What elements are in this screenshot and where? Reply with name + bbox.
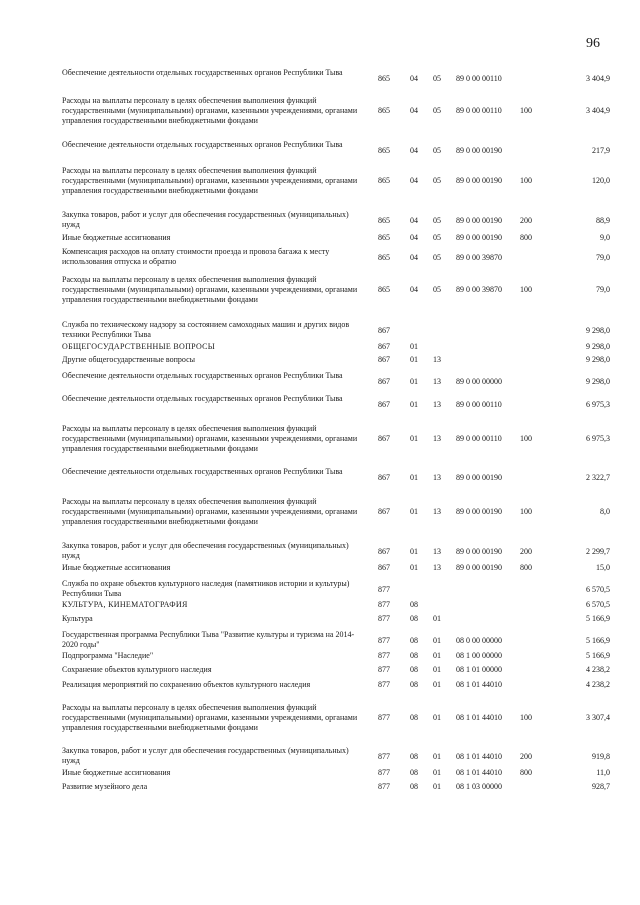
row-subsection-code: 05	[433, 106, 441, 115]
row-sum: 9 298,0	[586, 326, 610, 335]
row-subsection-code: 01	[433, 782, 441, 791]
row-subsection-code: 05	[433, 285, 441, 294]
row-section-code: 04	[410, 106, 418, 115]
row-sum: 5 166,9	[586, 614, 610, 623]
row-target-article: 89 0 00 00190	[456, 176, 502, 185]
row-subsection-code: 05	[433, 74, 441, 83]
row-expense-type: 200	[520, 216, 532, 225]
row-subsection-code: 01	[433, 614, 441, 623]
row-target-article: 89 0 00 00190	[456, 507, 502, 516]
row-name: Расходы на выплаты персоналу в целях обеспечения выполнения функций государственными (муниципальными) органами, казенными учреждениями, органами управления государственными внебюджетными фондами	[62, 703, 358, 732]
row-section-code: 01	[410, 547, 418, 556]
row-name: Расходы на выплаты персоналу в целях обеспечения выполнения функций государственными (муниципальными) органами, казенными учреждениями, органами управления государственными внебюджетными фондами	[62, 497, 358, 526]
row-target-article: 89 0 00 00110	[456, 400, 502, 409]
row-sum: 9 298,0	[586, 377, 610, 386]
row-admin-code: 867	[378, 507, 390, 516]
row-section-code: 08	[410, 651, 418, 660]
row-name: ОБЩЕГОСУДАРСТВЕННЫЕ ВОПРОСЫ	[62, 342, 216, 351]
row-subsection-code: 01	[433, 665, 441, 674]
row-target-article: 89 0 00 00110	[456, 106, 502, 115]
row-target-article: 08 1 01 00000	[456, 665, 502, 674]
page-number: 96	[586, 36, 600, 51]
row-sum: 9 298,0	[586, 355, 610, 364]
row-target-article: 89 0 00 00190	[456, 547, 502, 556]
row-section-code: 04	[410, 146, 418, 155]
row-name: Обеспечение деятельности отдельных государственных органов Республики Тыва	[62, 140, 343, 149]
row-sum: 5 166,9	[586, 636, 610, 645]
row-section-code: 04	[410, 176, 418, 185]
row-name: Закупка товаров, работ и услуг для обеспечения государственных (муниципальных) нужд	[62, 541, 349, 560]
row-admin-code: 877	[378, 665, 390, 674]
row-name: Обеспечение деятельности отдельных государственных органов Республики Тыва	[62, 394, 343, 403]
row-sum: 919,8	[592, 752, 610, 761]
row-section-code: 01	[410, 434, 418, 443]
row-expense-type: 800	[520, 563, 532, 572]
row-expense-type: 100	[520, 176, 532, 185]
row-name: Сохранение объектов культурного наследия	[62, 665, 212, 674]
row-admin-code: 865	[378, 106, 390, 115]
row-name: Подпрограмма "Наследие"	[62, 651, 154, 660]
row-name: Другие общегосударственные вопросы	[62, 355, 196, 364]
row-target-article: 89 0 00 00190	[456, 216, 502, 225]
row-section-code: 04	[410, 216, 418, 225]
row-name: Расходы на выплаты персоналу в целях обеспечения выполнения функций государственными (муниципальными) органами, казенными учреждениями, органами управления государственными внебюджетными фондами	[62, 96, 358, 125]
row-admin-code: 877	[378, 651, 390, 660]
row-admin-code: 877	[378, 585, 390, 594]
row-sum: 9 298,0	[586, 342, 610, 351]
row-target-article: 89 0 00 00190	[456, 563, 502, 572]
row-sum: 3 404,9	[586, 106, 610, 115]
row-sum: 6 570,5	[586, 585, 610, 594]
row-admin-code: 877	[378, 713, 390, 722]
row-admin-code: 867	[378, 342, 390, 351]
row-subsection-code: 05	[433, 176, 441, 185]
row-subsection-code: 01	[433, 752, 441, 761]
row-target-article: 08 1 00 00000	[456, 651, 502, 660]
row-section-code: 01	[410, 563, 418, 572]
row-sum: 2 322,7	[586, 473, 610, 482]
row-expense-type: 200	[520, 752, 532, 761]
row-admin-code: 877	[378, 600, 390, 609]
row-target-article: 89 0 00 00000	[456, 377, 502, 386]
row-name: Расходы на выплаты персоналу в целях обеспечения выполнения функций государственными (муниципальными) органами, казенными учреждениями, органами управления государственными внебюджетными фондами	[62, 424, 358, 453]
row-admin-code: 867	[378, 377, 390, 386]
row-section-code: 01	[410, 377, 418, 386]
row-admin-code: 877	[378, 636, 390, 645]
row-subsection-code: 13	[433, 473, 441, 482]
row-target-article: 89 0 00 00190	[456, 233, 502, 242]
row-section-code: 04	[410, 285, 418, 294]
row-expense-type: 800	[520, 233, 532, 242]
row-subsection-code: 05	[433, 146, 441, 155]
row-admin-code: 865	[378, 253, 390, 262]
row-name: Культура	[62, 614, 93, 623]
row-sum: 6 975,3	[586, 434, 610, 443]
row-target-article: 89 0 00 00190	[456, 473, 502, 482]
row-expense-type: 200	[520, 547, 532, 556]
row-subsection-code: 05	[433, 253, 441, 262]
row-admin-code: 865	[378, 176, 390, 185]
row-subsection-code: 01	[433, 651, 441, 660]
row-sum: 6 975,3	[586, 400, 610, 409]
row-admin-code: 865	[378, 216, 390, 225]
row-expense-type: 800	[520, 768, 532, 777]
row-subsection-code: 01	[433, 713, 441, 722]
row-sum: 217,9	[592, 146, 610, 155]
row-section-code: 08	[410, 768, 418, 777]
row-section-code: 01	[410, 507, 418, 516]
row-expense-type: 100	[520, 507, 532, 516]
row-subsection-code: 01	[433, 768, 441, 777]
row-name: Реализация мероприятий по сохранению объектов культурного наследия	[62, 680, 311, 689]
row-subsection-code: 13	[433, 563, 441, 572]
row-section-code: 04	[410, 74, 418, 83]
row-sum: 5 166,9	[586, 651, 610, 660]
row-section-code: 04	[410, 253, 418, 262]
row-name: Закупка товаров, работ и услуг для обеспечения государственных (муниципальных) нужд	[62, 746, 349, 765]
row-target-article: 89 0 00 00110	[456, 74, 502, 83]
row-section-code: 01	[410, 342, 418, 351]
row-admin-code: 867	[378, 355, 390, 364]
row-section-code: 01	[410, 400, 418, 409]
row-name: Обеспечение деятельности отдельных государственных органов Республики Тыва	[62, 68, 343, 77]
row-admin-code: 877	[378, 680, 390, 689]
row-section-code: 08	[410, 752, 418, 761]
row-section-code: 01	[410, 355, 418, 364]
row-target-article: 08 1 01 44010	[456, 768, 502, 777]
row-section-code: 01	[410, 473, 418, 482]
row-admin-code: 877	[378, 768, 390, 777]
row-expense-type: 100	[520, 713, 532, 722]
row-sum: 2 299,7	[586, 547, 610, 556]
row-name: Компенсация расходов на оплату стоимости проезда и провоза багажа к месту использования отпуска и обратно	[62, 247, 330, 266]
row-sum: 88,9	[596, 216, 610, 225]
row-name: Служба по техническому надзору за состоянием самоходных машин и других видов техники Республики Тыва	[62, 320, 350, 339]
row-target-article: 89 0 00 39870	[456, 285, 502, 294]
row-target-article: 89 0 00 00110	[456, 434, 502, 443]
row-name: Обеспечение деятельности отдельных государственных органов Республики Тыва	[62, 467, 343, 476]
row-subsection-code: 13	[433, 377, 441, 386]
row-sum: 3 404,9	[586, 74, 610, 83]
row-sum: 11,0	[596, 768, 610, 777]
row-name: Государственная программа Республики Тыва "Развитие культуры и туризма на 2014-2020 годы"	[62, 630, 355, 649]
row-sum: 4 238,2	[586, 665, 610, 674]
row-target-article: 89 0 00 00190	[456, 146, 502, 155]
row-subsection-code: 13	[433, 400, 441, 409]
row-admin-code: 877	[378, 614, 390, 623]
row-target-article: 08 1 01 44010	[456, 713, 502, 722]
row-admin-code: 867	[378, 473, 390, 482]
row-admin-code: 867	[378, 563, 390, 572]
row-subsection-code: 13	[433, 507, 441, 516]
row-expense-type: 100	[520, 106, 532, 115]
row-name: Иные бюджетные ассигнования	[62, 768, 171, 777]
row-admin-code: 867	[378, 326, 390, 335]
row-admin-code: 865	[378, 233, 390, 242]
row-name: Расходы на выплаты персоналу в целях обеспечения выполнения функций государственными (муниципальными) органами, казенными учреждениями, органами управления государственными внебюджетными фондами	[62, 275, 358, 304]
row-sum: 120,0	[592, 176, 610, 185]
row-admin-code: 877	[378, 782, 390, 791]
row-name: Служба по охране объектов культурного наследия (памятников истории и культуры) Республики Тыва	[62, 579, 350, 598]
row-subsection-code: 13	[433, 547, 441, 556]
row-subsection-code: 05	[433, 216, 441, 225]
row-name: Иные бюджетные ассигнования	[62, 563, 171, 572]
row-target-article: 89 0 00 39870	[456, 253, 502, 262]
row-admin-code: 865	[378, 285, 390, 294]
row-sum: 4 238,2	[586, 680, 610, 689]
row-name: Иные бюджетные ассигнования	[62, 233, 171, 242]
row-admin-code: 865	[378, 146, 390, 155]
row-name: КУЛЬТУРА, КИНЕМАТОГРАФИЯ	[62, 600, 188, 609]
row-section-code: 08	[410, 600, 418, 609]
row-sum: 79,0	[596, 285, 610, 294]
row-target-article: 08 1 01 44010	[456, 680, 502, 689]
row-section-code: 08	[410, 680, 418, 689]
row-section-code: 08	[410, 614, 418, 623]
row-sum: 9,0	[600, 233, 610, 242]
row-admin-code: 865	[378, 74, 390, 83]
row-sum: 79,0	[596, 253, 610, 262]
row-expense-type: 100	[520, 434, 532, 443]
row-subsection-code: 05	[433, 233, 441, 242]
row-target-article: 08 1 03 00000	[456, 782, 502, 791]
row-admin-code: 877	[378, 752, 390, 761]
row-admin-code: 867	[378, 547, 390, 556]
row-sum: 8,0	[600, 507, 610, 516]
row-name: Развитие музейного дела	[62, 782, 148, 791]
row-section-code: 08	[410, 636, 418, 645]
row-expense-type: 100	[520, 285, 532, 294]
row-name: Расходы на выплаты персоналу в целях обеспечения выполнения функций государственными (муниципальными) органами, казенными учреждениями, органами управления государственными внебюджетными фондами	[62, 166, 358, 195]
row-section-code: 08	[410, 782, 418, 791]
row-subsection-code: 01	[433, 680, 441, 689]
row-subsection-code: 01	[433, 636, 441, 645]
row-target-article: 08 1 01 44010	[456, 752, 502, 761]
row-name: Обеспечение деятельности отдельных государственных органов Республики Тыва	[62, 371, 343, 380]
row-sum: 928,7	[592, 782, 610, 791]
row-sum: 6 570,5	[586, 600, 610, 609]
row-sum: 3 307,4	[586, 713, 610, 722]
row-name: Закупка товаров, работ и услуг для обеспечения государственных (муниципальных) нужд	[62, 210, 349, 229]
row-admin-code: 867	[378, 400, 390, 409]
row-section-code: 04	[410, 233, 418, 242]
row-target-article: 08 0 00 00000	[456, 636, 502, 645]
row-section-code: 08	[410, 713, 418, 722]
row-section-code: 08	[410, 665, 418, 674]
row-admin-code: 867	[378, 434, 390, 443]
row-subsection-code: 13	[433, 434, 441, 443]
row-subsection-code: 13	[433, 355, 441, 364]
row-sum: 15,0	[596, 563, 610, 572]
